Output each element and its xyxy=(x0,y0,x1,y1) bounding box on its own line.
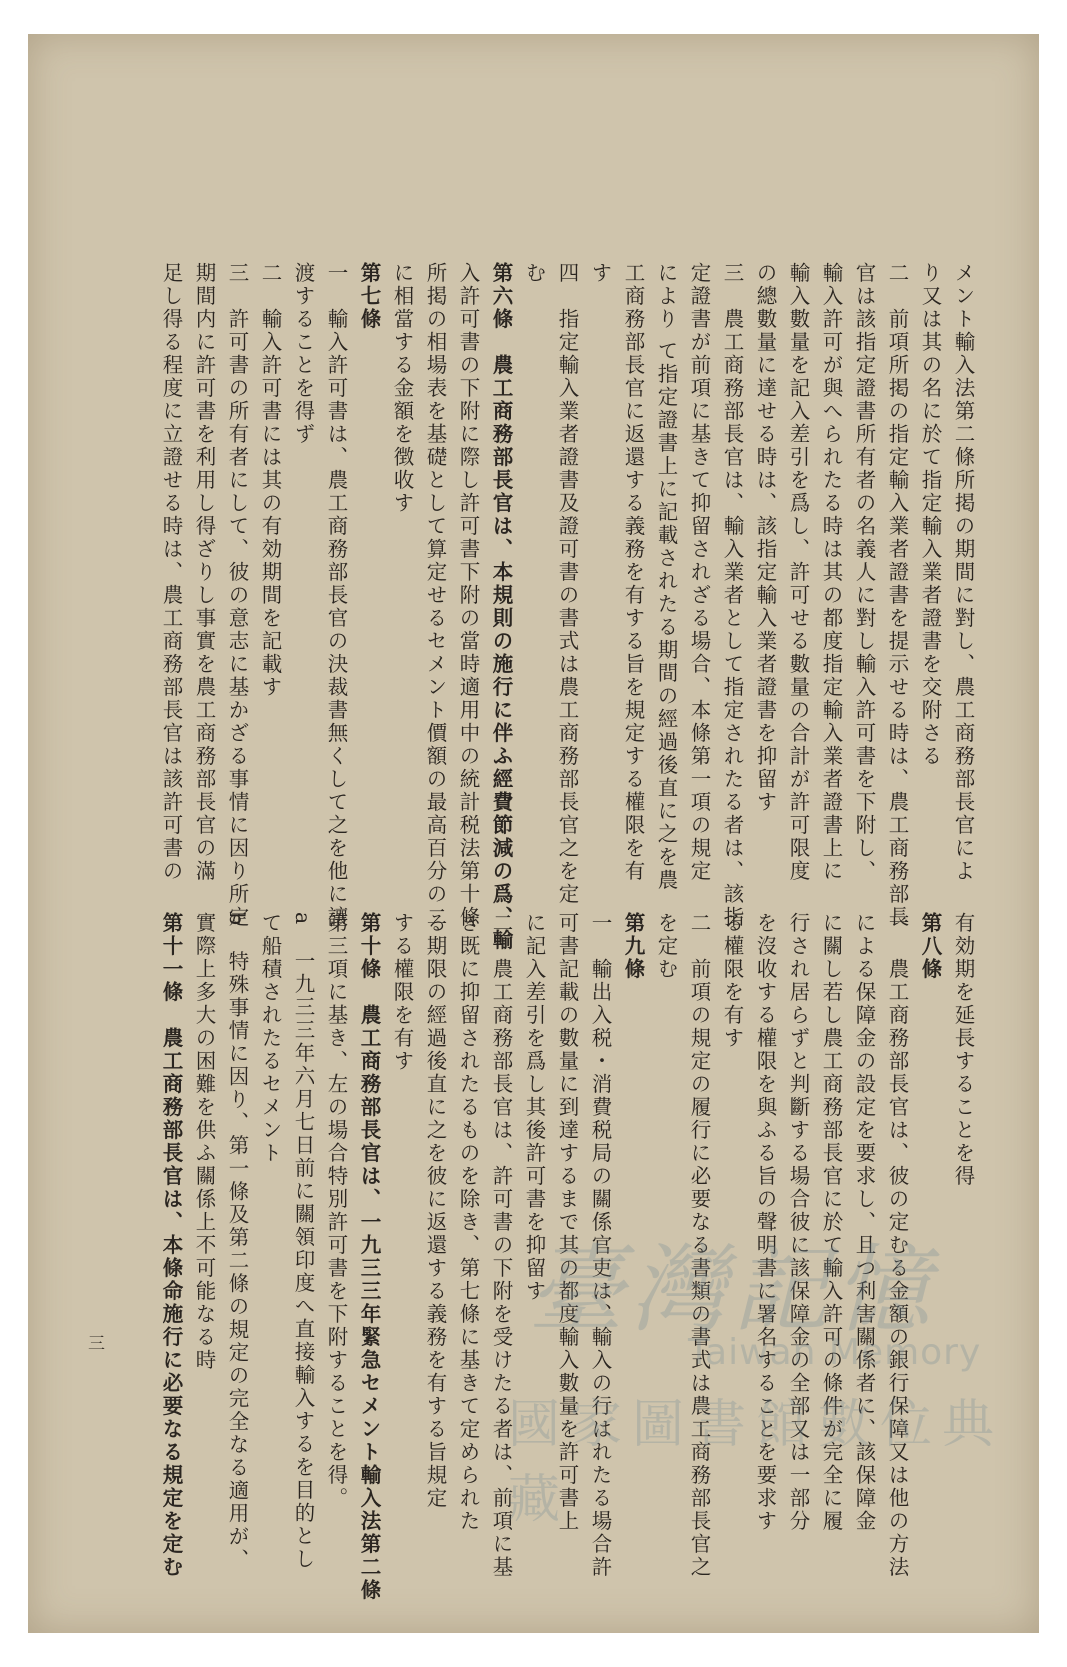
watermark-english: Taiwan Memory xyxy=(688,1332,982,1373)
text-column: を定む xyxy=(654,912,678,981)
text-column: る期限の經過後直に之を彼に返還する義務を有する旨規定 xyxy=(423,912,447,1510)
text-column: 有効期を延長することを得 xyxy=(951,912,975,1188)
text-column: 所掲の相場表を基礎として算定せるセメント價額の最高百分の二 xyxy=(423,262,447,929)
text-column: 行され居らずと判斷する場合彼に該保障金の全部又は一部分 xyxy=(786,912,810,1533)
text-column: a 一九三三年六月七日前に關領印度へ直接輸入するを目的とし xyxy=(291,912,315,1571)
text-column: 四 指定輸入業者證書及證可書の書式は農工商務部長官之を定 xyxy=(555,262,579,906)
text-column: す xyxy=(588,262,612,285)
text-column: 可書記載の數量に到達するまで其の都度輸入數量を許可書上 xyxy=(555,912,579,1533)
text-column: の總數量に達せる時は、該指定輸入業者證書を抑留す xyxy=(753,262,777,814)
text-column: 一 輸入許可書は、農工商務部長官の決裁書無くして之を他に讓 xyxy=(324,262,348,929)
article-7-heading: 第七條 xyxy=(357,262,381,331)
text-column: する權限を有す xyxy=(390,912,414,1073)
text-column: 二 農工商務部長官は、許可書の下附を受けたる者は、前項に基 xyxy=(489,912,513,1579)
text-column: り又は其の名に於て指定輸入業者證書を交附さる xyxy=(918,262,942,768)
text-column: b 特殊事情に因り、第一條及第二條の規定の完全なる適用が、 xyxy=(225,912,249,1572)
text-column: 二 輸入許可書には其の有効期間を記載す xyxy=(258,262,282,699)
article-8-heading: 第八條 xyxy=(918,912,942,981)
text-column: に記入差引を爲し其後許可書を抑留す xyxy=(522,912,546,1303)
text-column: て船積されたるセメント xyxy=(258,912,282,1165)
text-column: 二 前項の規定の履行に必要なる書類の書式は農工商務部長官之 xyxy=(687,912,711,1579)
text-column: 入許可書の下附に際し許可書下附の當時適用中の統計税法第十條 xyxy=(456,262,480,929)
text-column: む xyxy=(522,262,546,285)
text-column: 足し得る程度に立證せる時は、農工商務部長官は該許可書の xyxy=(159,262,183,883)
text-column: 第三項に基き、左の場合特別許可書を下附することを得。 xyxy=(324,912,348,1510)
watermark-library-name: 國家圖書館數位典藏 xyxy=(508,1395,1005,1530)
text-column: 一 農工商務部長官は、彼の定むる金額の銀行保障又は他の方法 xyxy=(885,912,909,1579)
article-6-heading: 第六條 農工商務部長官は、本規則の施行に伴ふ經費節減の爲、輸 xyxy=(489,262,513,952)
text-column: に相當する金額を徴收す xyxy=(390,262,414,515)
text-column: 三 農工商務部長官は、輸入業者として指定されたる者は、該指 xyxy=(720,262,744,929)
text-column: に關し若し農工商務部長官に於て輸入許可の條件が完全に履 xyxy=(819,912,843,1533)
text-column: 定證書が前項に基きて抑留されざる場合、本條第一項の規定 xyxy=(687,262,711,883)
document-page xyxy=(28,34,1039,1633)
page-number: 三 xyxy=(84,1334,104,1351)
text-column: 三 許可書の所有者にして、彼の意志に基かざる事情に因り所定 xyxy=(225,262,249,929)
text-column: 輸入許可が與へられたる時は其の都度指定輸入業者證書上に xyxy=(819,262,843,883)
text-column: 渡することを得ず xyxy=(291,262,315,446)
text-column: 官は該指定證書所有者の名義人に對し輸入許可書を下附し、 xyxy=(852,262,876,883)
text-column: 實際上多大の困難を供ふ關係上不可能なる時 xyxy=(192,912,216,1372)
article-9-heading: 第九條 xyxy=(621,912,645,981)
text-column: 一 輸出入税・消費税局の關係官吏は、輸入の行はれたる場合許 xyxy=(588,912,612,1579)
text-column: き既に抑留されたるものを除き、第七條に基きて定められた xyxy=(456,912,480,1533)
text-column: 二 前項所掲の指定輸入業者證書を提示せる時は、農工商務部長 xyxy=(885,262,909,929)
article-10-heading: 第十條 農工商務部長官は、一九三三年緊急セメント輸入法第二條 xyxy=(357,912,381,1602)
text-column: 輸入數量を記入差引を爲し、許可せる數量の合計が許可限度 xyxy=(786,262,810,883)
text-column: る權限を有す xyxy=(720,912,744,1050)
text-column: による保障金の設定を要求し、且つ利害關係者に、該保障金 xyxy=(852,912,876,1533)
text-column: 工商務部長官に返還する義務を有する旨を規定する權限を有 xyxy=(621,262,645,883)
text-column: 期間内に許可書を利用し得ざりし事實を農工商務部長官の滿 xyxy=(192,262,216,883)
watermark-characters: 臺灣記憶 xyxy=(528,1234,936,1346)
article-11-heading: 第十一條 農工商務部長官は、本條命施行に必要なる規定を定む xyxy=(159,912,183,1579)
text-column: により て指定證書上に記載されたる期間の經過後直に之を農 xyxy=(654,262,678,893)
upper-text-block xyxy=(154,262,979,982)
text-column: を沒收する權限を與ふる旨の聲明書に署名することを要求す xyxy=(753,912,777,1533)
text-column: メント輸入法第二條所掲の期間に對し、農工商務部長官によ xyxy=(951,262,975,883)
